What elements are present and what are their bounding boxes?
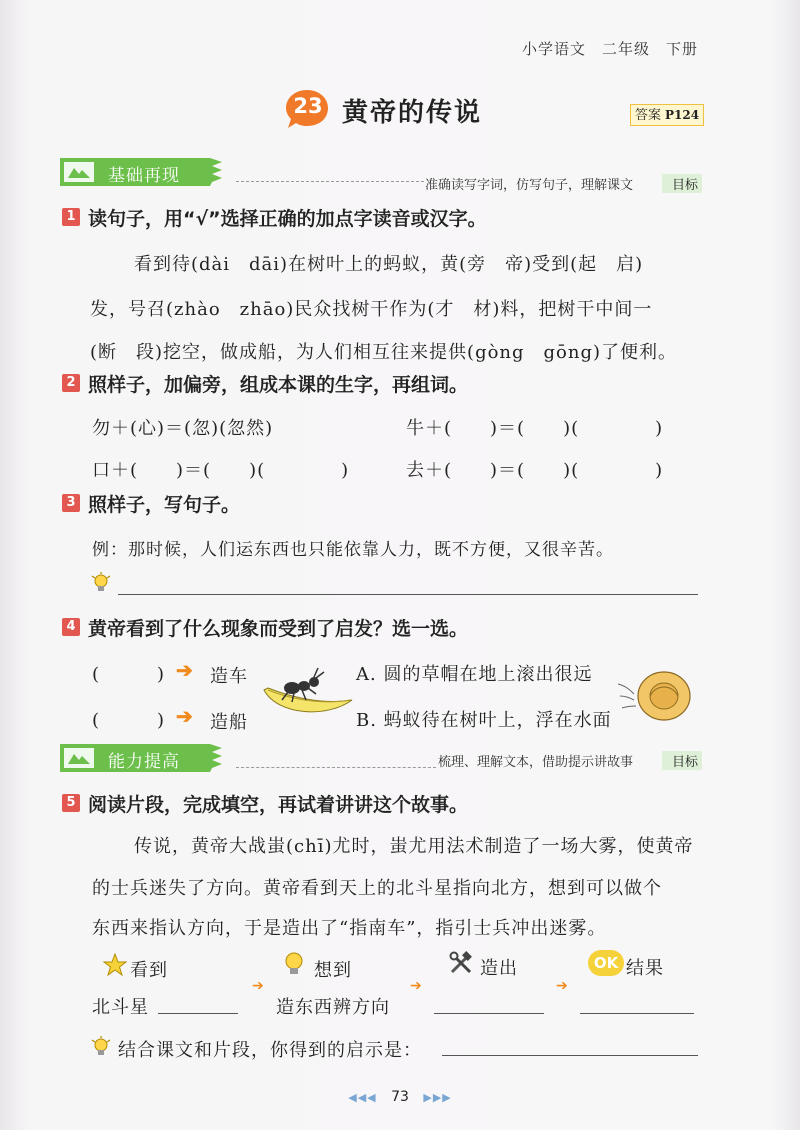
section-divider	[236, 767, 436, 768]
passage-line: 东西来指认方向，于是造出了“指南车”，指引士兵冲出迷雾。	[92, 918, 607, 939]
q4-option: A. 圆的草帽在地上滚出很远	[356, 664, 593, 685]
lightbulb-icon	[90, 572, 112, 594]
q1-line: 发，号召(zhào zhāo)民众找树干作为(才 材)料，把树干中间一	[90, 299, 653, 320]
goal-tag-basic: 目标	[662, 174, 702, 193]
flow-value: 北斗星	[92, 997, 149, 1018]
q2-item[interactable]: 牛＋( )＝( )( )	[406, 418, 664, 439]
answer-line[interactable]	[442, 1055, 698, 1056]
answer-line[interactable]	[118, 594, 698, 595]
answer-label: 答案	[635, 108, 662, 123]
answer-line[interactable]	[580, 1013, 694, 1014]
closing-prompt: 结合课文和片段，你得到的启示是：	[118, 1040, 422, 1061]
goal-tag-advanced: 目标	[662, 751, 702, 770]
star-icon	[102, 952, 128, 978]
question-prompt: 阅读片段，完成填空，再试着讲讲这个故事。	[88, 794, 469, 816]
page-footer	[0, 1089, 800, 1105]
ok-icon: OK	[588, 950, 624, 976]
section-goal-advanced: 梳理、理解文本，借助提示讲故事	[438, 755, 634, 770]
flow-label: 看到	[130, 960, 168, 981]
section-goal-basic: 准确读写字词，仿写句子，理解课文	[425, 178, 634, 193]
question-prompt: 照样子，加偏旁，组成本课的生字，再组词。	[88, 374, 469, 396]
prev-arrows-icon: ◀◀◀	[348, 1091, 377, 1104]
question-number: 3	[62, 494, 80, 512]
next-arrows-icon: ▶▶▶	[423, 1091, 452, 1104]
lightbulb-icon	[282, 950, 306, 978]
question-number: 5	[62, 794, 80, 812]
q2-example: 勿＋(心)＝(忽)(忽然)	[92, 418, 274, 439]
flow-value: 造东西辨方向	[276, 997, 390, 1018]
q3-example: 例：那时候，人们运东西也只能依靠人力，既不方便，又很辛苦。	[92, 540, 614, 560]
tools-icon	[448, 950, 474, 976]
q4-target: 造船	[210, 712, 248, 733]
ant-on-leaf-icon	[258, 660, 356, 716]
arrow-right-icon: ➔	[556, 978, 568, 994]
q4-blank[interactable]: ( )	[92, 664, 166, 685]
q1-line: (断 段)挖空，做成船，为人们相互往来提供(gòng gōng)了便利。	[90, 342, 678, 363]
question-number: 4	[62, 618, 80, 636]
q4-blank[interactable]: ( )	[92, 710, 166, 731]
q2-item[interactable]: 去＋( )＝( )( )	[406, 460, 664, 481]
passage-line: 传说，黄帝大战蚩(chī)尤时，蚩尤用法术制造了一场大雾，使黄帝	[134, 836, 694, 857]
passage-line: 的士兵迷失了方向。黄帝看到天上的北斗星指向北方，想到可以做个	[92, 878, 662, 899]
arrow-right-icon: ➔	[176, 704, 193, 728]
flow-label: 结果	[626, 958, 664, 979]
straw-hat-icon	[616, 664, 694, 724]
answer-reference[interactable]	[630, 104, 704, 126]
arrow-right-icon: ➔	[176, 658, 193, 682]
answer-line[interactable]	[434, 1013, 544, 1014]
question-prompt: 黄帝看到了什么现象而受到了启发？选一选。	[88, 618, 469, 640]
section-title-basic: 基础再现	[108, 166, 180, 186]
q1-line: 看到待(dài dāi)在树叶上的蚂蚁，黄(旁 帝)受到(起 启)	[134, 254, 644, 275]
book-header: 小学语文 二年级 下册	[521, 40, 698, 58]
question-prompt: 照样子，写句子。	[88, 494, 241, 516]
lightbulb-icon	[90, 1036, 112, 1058]
flow-label: 造出	[480, 958, 518, 979]
arrow-right-icon: ➔	[410, 978, 422, 994]
q4-option: B. 蚂蚁待在树叶上，浮在水面	[356, 710, 612, 731]
lesson-number: 23	[293, 94, 323, 118]
question-number: 1	[62, 208, 80, 226]
lesson-title: 黄帝的传说	[342, 98, 483, 128]
question-prompt: 读句子，用“√”选择正确的加点字读音或汉字。	[88, 208, 487, 230]
q2-item[interactable]: 口＋( )＝( )( )	[92, 460, 350, 481]
section-title-advanced: 能力提高	[108, 752, 180, 772]
answer-line[interactable]	[158, 1013, 238, 1014]
flow-label: 想到	[314, 960, 352, 981]
arrow-right-icon: ➔	[252, 978, 264, 994]
question-number: 2	[62, 374, 80, 392]
page-number: 73	[391, 1089, 409, 1105]
answer-page: P124	[665, 108, 700, 122]
q4-target: 造车	[210, 666, 248, 687]
section-divider	[236, 181, 424, 182]
